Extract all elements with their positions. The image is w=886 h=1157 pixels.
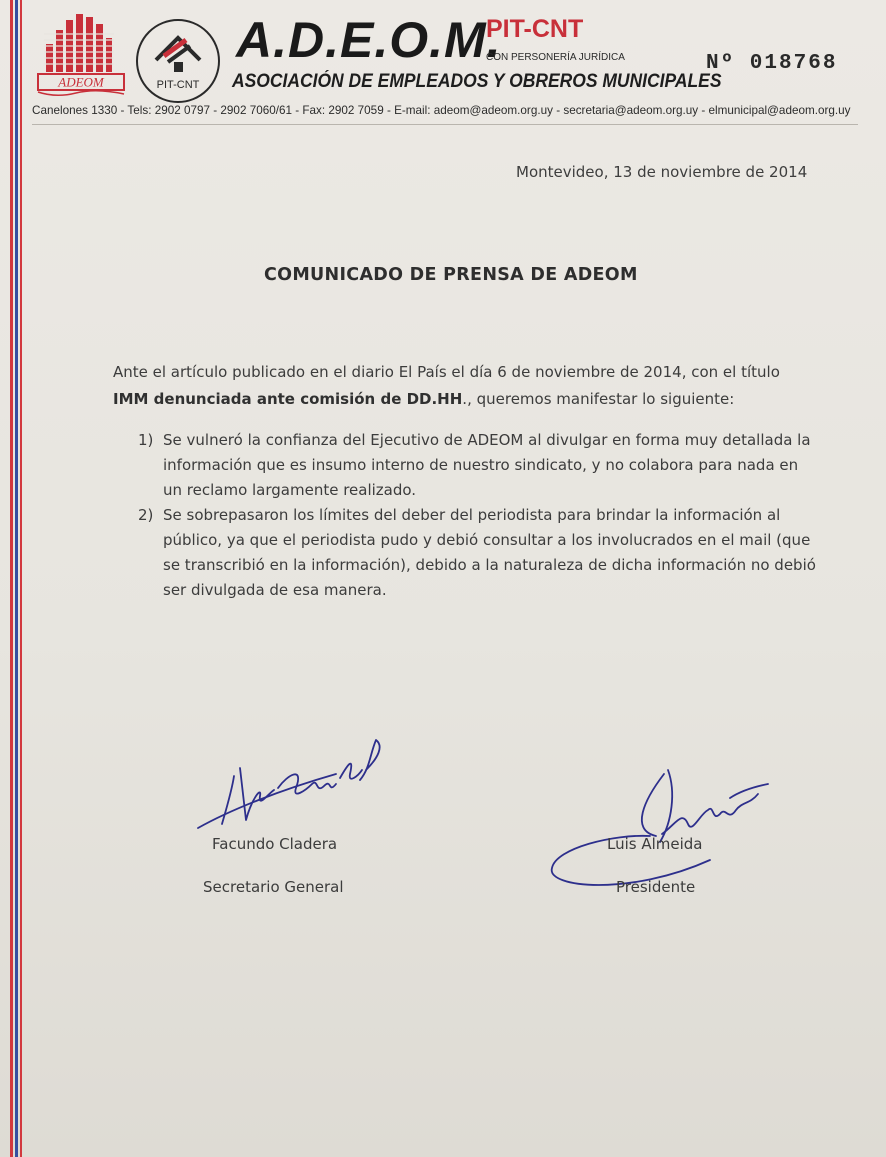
personeria-label: CON PERSONERÍA JURÍDICA (486, 52, 625, 63)
signatory-name-cladera: Facundo Cladera (212, 835, 338, 853)
document-number: Nº 018768 (706, 52, 838, 75)
signatory-role-almeida: Presidente (616, 878, 696, 896)
intro-text-start: Ante el artículo publicado en el diario El País el día 6 de noviembre de 2014, con el título (113, 363, 780, 381)
list-item-text: Se sobrepasaron los límites del deber del periodista para brindar la información al público, ya que el periodista pudo y debió consultar a los involucrados en el mail (que se transcribió en la información), debido a la naturaleza de dicha información no debió ser divulgada de esa manera. (163, 506, 816, 599)
pitcnt-circle-logo (134, 18, 222, 104)
left-stripe-red-inner (20, 0, 22, 1157)
signatory-role-cladera: Secretario General (203, 878, 344, 896)
brand-wordmark: A.D.E.O.M. (236, 12, 502, 68)
logo-circle-text: PIT-CNT (156, 79, 200, 91)
list-item (138, 428, 818, 503)
signature-cladera (190, 728, 390, 838)
logo-building-text: ADEOM (58, 74, 104, 90)
association-name: ASOCIACIÓN DE EMPLEADOS Y OBREROS MUNICIPALES (232, 71, 722, 92)
signatory-name-almeida: Luis Almeida (607, 835, 703, 853)
list-item-text: Se vulneró la confianza del Ejecutivo de ADEOM al divulgar en forma muy detallada la información que es insumo interno de nuestro sindicato, y no colabora para nada en un reclamo largamente realizado. (163, 431, 811, 499)
document-date: Montevideo, 13 de noviembre de 2014 (516, 163, 808, 181)
list-item-number: 2) (138, 506, 154, 524)
document-title: COMUNICADO DE PRENSA DE ADEOM (264, 265, 638, 285)
adeom-building-logo (36, 14, 128, 100)
intro-text-end: ., queremos manifestar lo siguiente: (462, 390, 735, 408)
header-divider (32, 124, 858, 125)
left-stripe-red (10, 0, 13, 1157)
contact-line: Canelones 1330 - Tels: 2902 0797 - 2902 7060/61 - Fax: 2902 7059 - E-mail: adeom@adeom.org.uy - secretaria@adeom.org.uy - elmunicipal@adeom.org.uy (32, 103, 851, 117)
list-item-number: 1) (138, 431, 154, 449)
points-list (138, 428, 818, 603)
article-title: IMM denunciada ante comisión de DD.HH (113, 390, 463, 408)
pitcnt-label: PIT-CNT (486, 15, 584, 43)
intro-paragraph (113, 359, 813, 413)
left-stripe-blue (15, 0, 18, 1157)
list-item (138, 503, 818, 603)
